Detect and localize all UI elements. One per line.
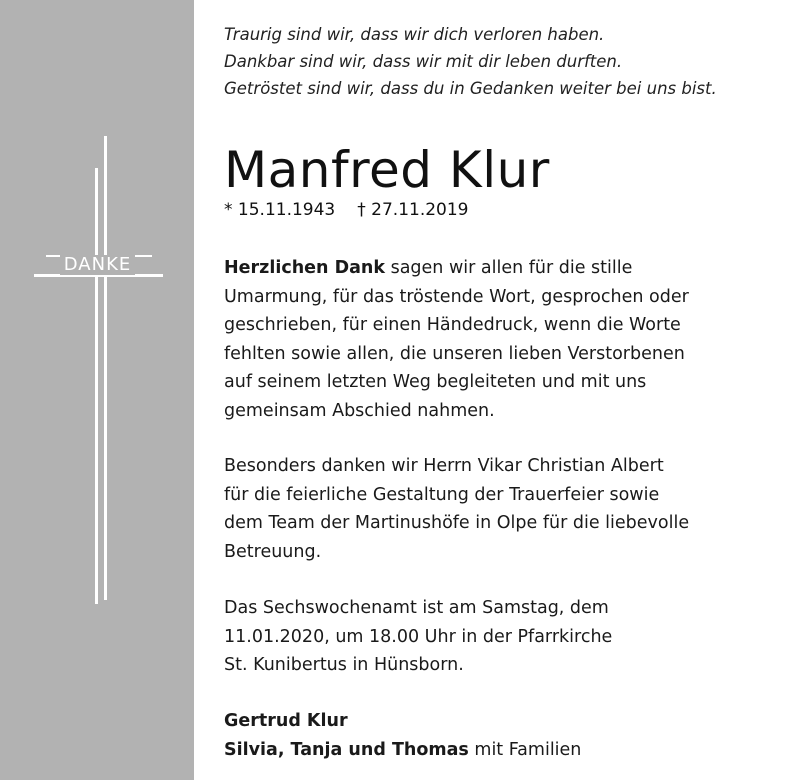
death-date: † 27.11.2019 (357, 200, 469, 220)
danke-box (46, 255, 149, 275)
paragraph-line: Besonders danken wir Herrn Vikar Christian Albert (224, 456, 664, 476)
paragraph-line: St. Kunibertus in Hünsborn. (224, 655, 464, 675)
life-dates (224, 198, 469, 222)
paragraph-line: fehlten sowie allen, die unseren lieben Verstorbenen (224, 343, 685, 364)
memorial-verse (224, 21, 717, 102)
paragraph-line: für die feierliche Gestaltung der Trauerfeier sowie (224, 484, 660, 505)
signature-block (224, 707, 581, 764)
paragraph-line: 11.01.2020, um 18.00 Uhr in der Pfarrkirche (224, 626, 613, 647)
sidebar-panel (0, 0, 194, 780)
signature-suffix: mit Familien (468, 739, 582, 760)
deceased-name: Manfred Klur (224, 141, 550, 199)
paragraph-line: auf seinem letzten Weg begleiteten und mit uns (224, 372, 647, 392)
thanks-paragraph (224, 254, 689, 425)
signature-line: Gertrud Klur (224, 711, 348, 731)
cross-vertical-line-left (95, 168, 98, 604)
verse-line: Dankbar sind wir, dass wir mit dir leben durften. (224, 52, 623, 71)
mass-announcement-paragraph (224, 594, 612, 680)
birth-date: * 15.11.1943 (224, 200, 336, 220)
paragraph-line: Das Sechswochenamt ist am Samstag, dem (224, 598, 609, 618)
special-thanks-paragraph (224, 452, 689, 566)
cross-vertical-line-right (104, 136, 107, 600)
paragraph-line: Umarmung, für das tröstende Wort, gesprochen oder (224, 286, 689, 307)
paragraph-text: sagen wir allen für die stille (385, 258, 633, 278)
paragraph-line: dem Team der Martinushöfe in Olpe für die liebevolle (224, 513, 690, 533)
thanks-heading: Herzlichen Dank (224, 258, 386, 278)
verse-line: Getröstet sind wir, dass du in Gedanken weiter bei uns bist. (224, 79, 717, 98)
paragraph-line: geschrieben, für einen Händedruck, wenn die Worte (224, 315, 681, 335)
signature-names: Silvia, Tanja und Thomas (224, 739, 469, 760)
paragraph-line (224, 254, 689, 283)
paragraph-line: Betreuung. (224, 541, 322, 562)
signature-line (224, 736, 581, 765)
danke-label: DANKE (60, 255, 136, 275)
paragraph-line: gemeinsam Abschied nahmen. (224, 400, 495, 421)
verse-line: Traurig sind wir, dass wir dich verloren haben. (224, 25, 605, 44)
